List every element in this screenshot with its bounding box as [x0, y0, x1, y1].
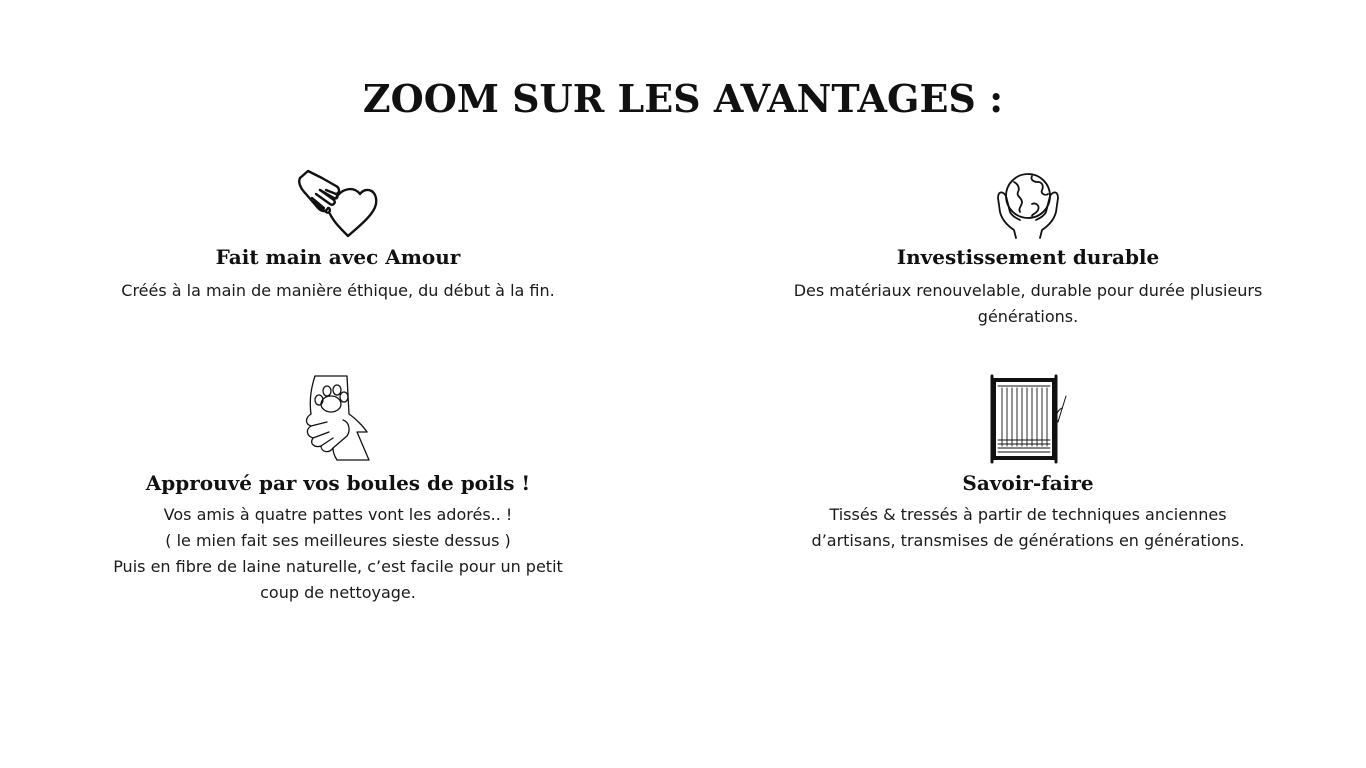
- hand-heart-icon: [296, 168, 380, 240]
- feature-description: Des matériaux renouvelable, durable pour durée plusieurs générations.: [793, 281, 1263, 326]
- feature-craftsmanship: [760, 374, 1296, 554]
- feature-title: Investissement durable: [896, 245, 1160, 269]
- weaving-loom-icon: [988, 374, 1068, 464]
- feature-title: Fait main avec Amour: [215, 245, 461, 269]
- page-title: ZOOM SUR LES AVANTAGES :: [362, 76, 1004, 121]
- feature-description: Créés à la main de manière éthique, du début à la fin.: [121, 281, 555, 300]
- feature-handmade: [88, 168, 588, 304]
- hands-globe-icon: [992, 168, 1064, 240]
- feature-sustainable: [760, 168, 1296, 330]
- feature-description: Vos amis à quatre pattes vont les adorés.. ! ( le mien fait ses meilleures sieste dessus ) Puis en fibre de laine naturelle, c’est facile pour un petit coup de nettoyage.: [113, 505, 563, 602]
- feature-title: Savoir-faire: [962, 471, 1094, 495]
- paw-hand-icon: [303, 374, 373, 464]
- feature-description: Tissés & tressés à partir de techniques anciennes d’artisans, transmises de générations en générations.: [811, 505, 1245, 550]
- feature-title: Approuvé par vos boules de poils !: [145, 471, 531, 495]
- feature-pet-approved: [78, 374, 598, 606]
